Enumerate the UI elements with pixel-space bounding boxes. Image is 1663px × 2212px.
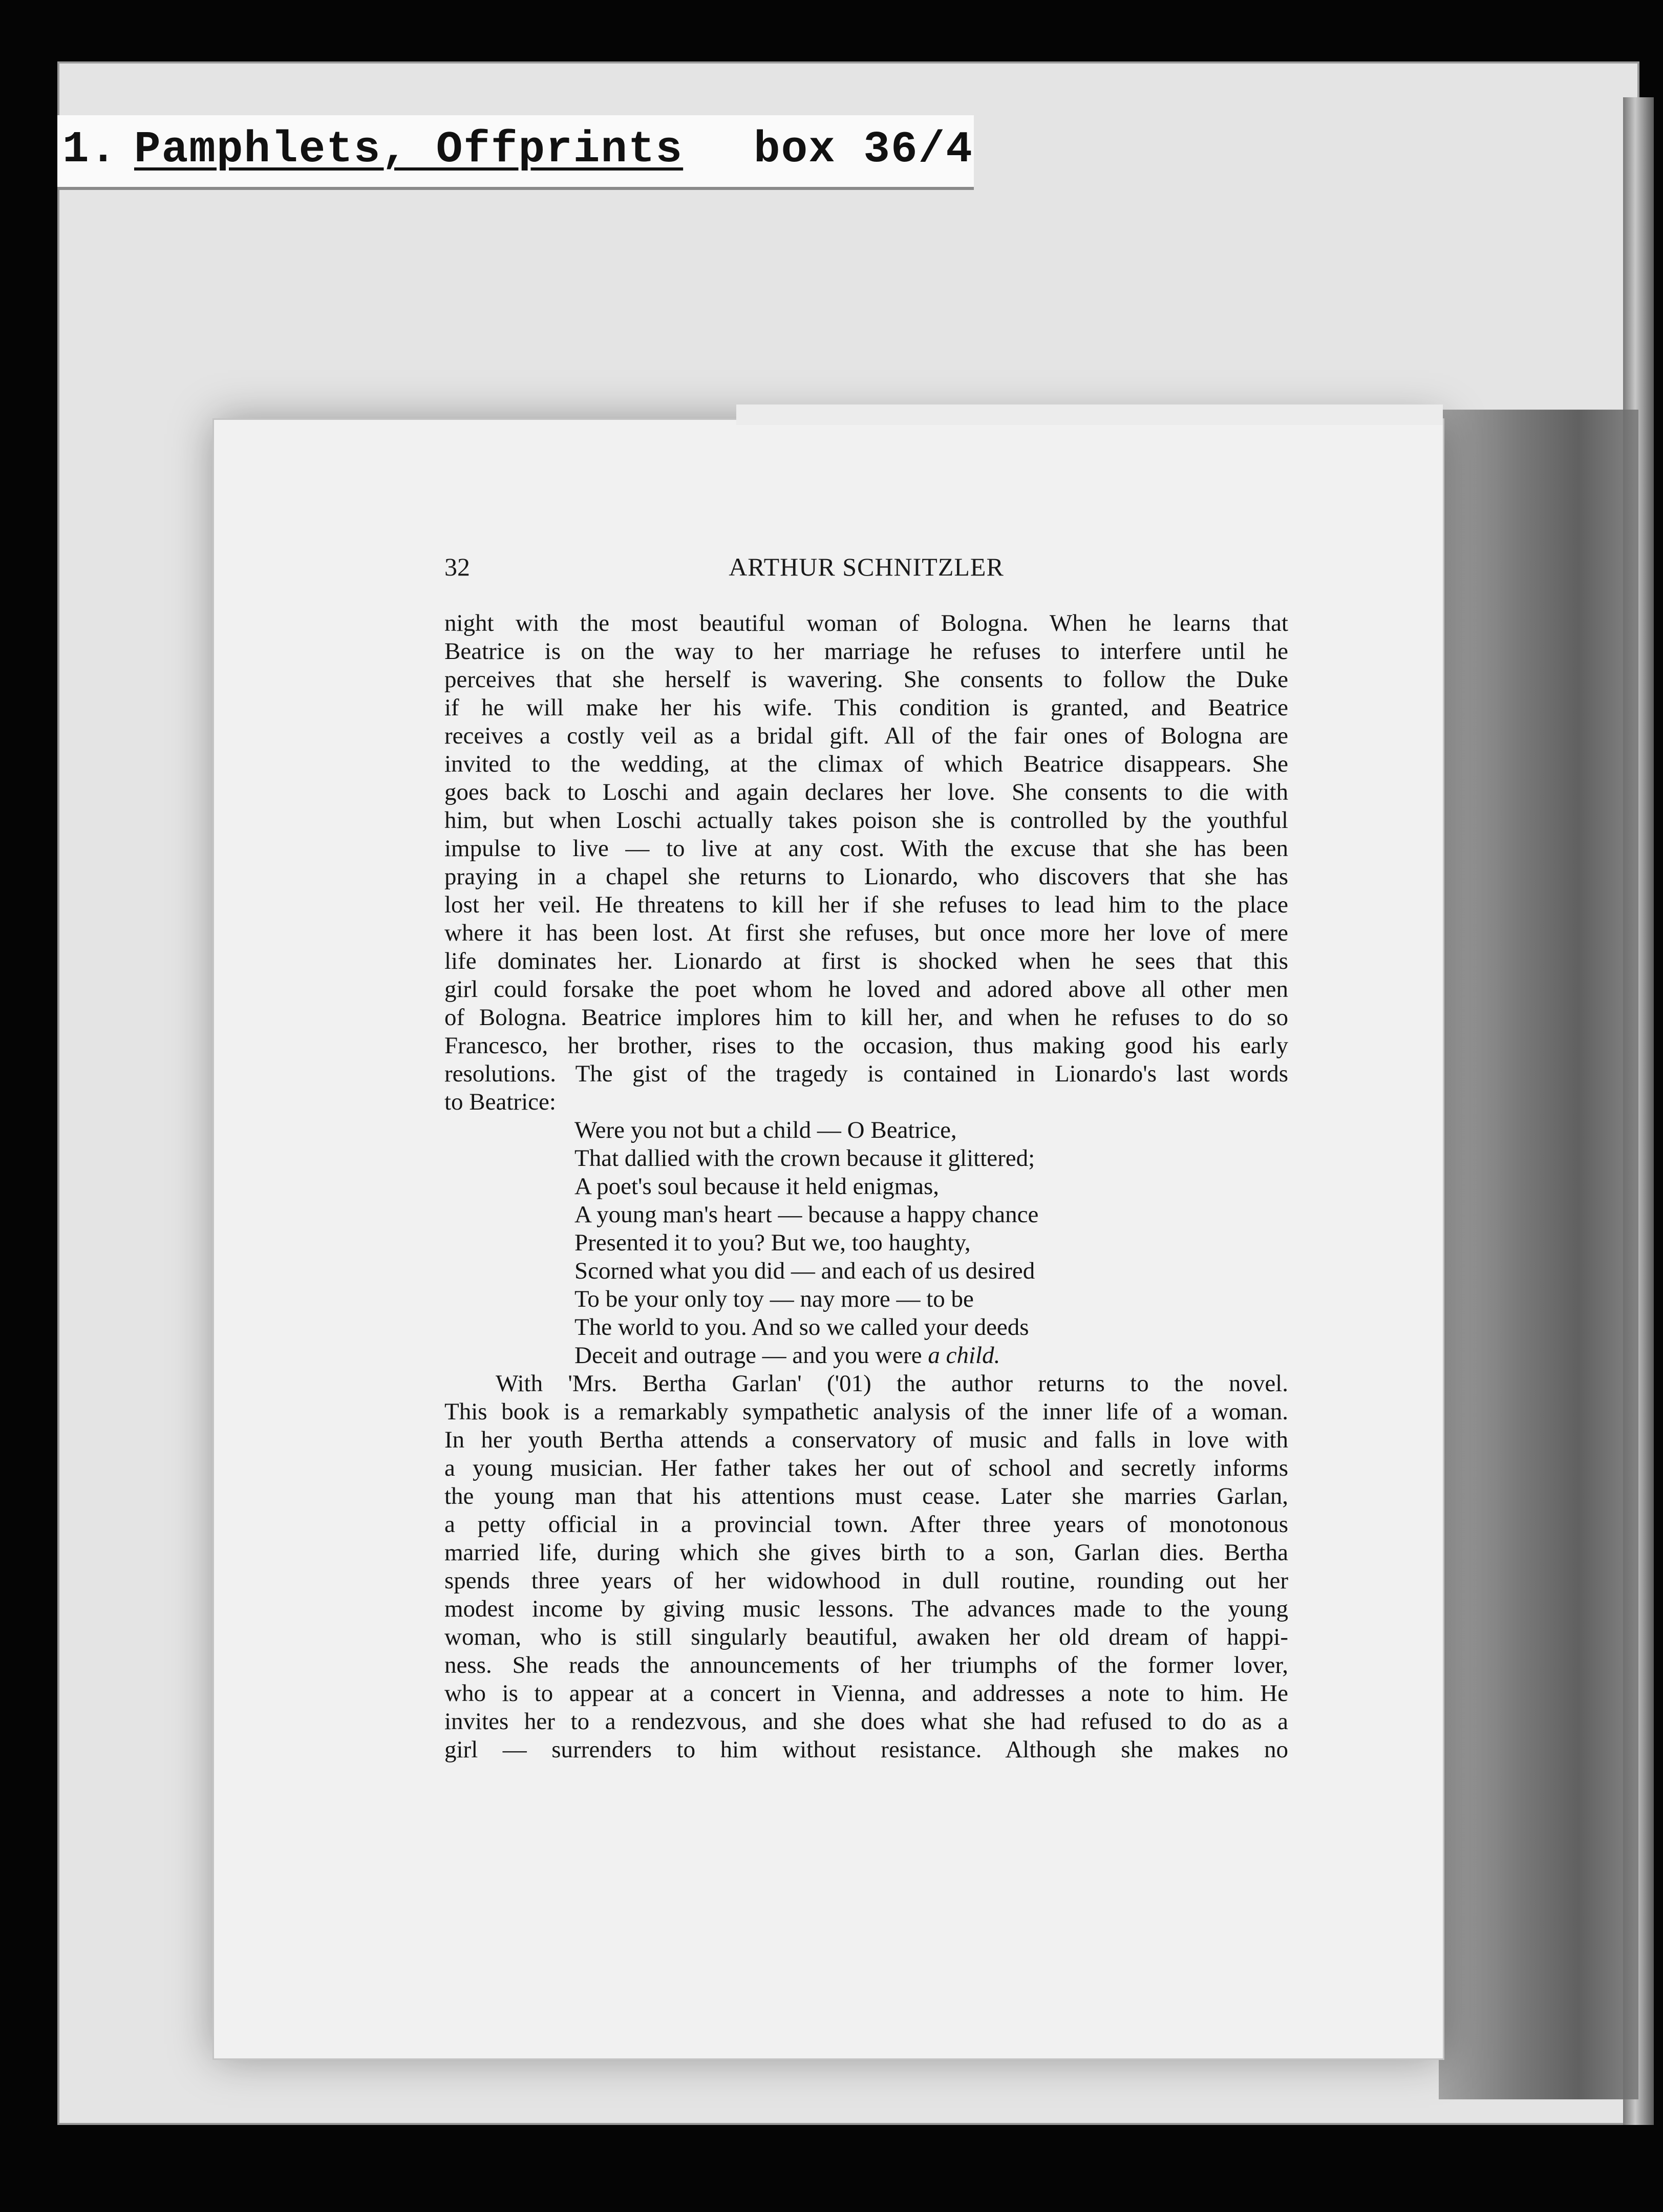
text-line: him, but when Loschi actually takes poison she is controlled by the youthful [444,807,1288,834]
paragraph-2 [444,1370,1288,1764]
text-line: to Beatrice: [444,1089,556,1115]
verse-line-final [444,1342,1288,1370]
text-line: Francesco, her brother, rises to the occasion, thus making good his early [444,1032,1288,1059]
text-line: ness. She reads the announcements of her triumphs of the former lover, [444,1652,1288,1678]
text-line: girl — surrenders to him without resistance. Although she makes no [444,1736,1288,1763]
text-line: In her youth Bertha attends a conservatory of music and falls in love with [444,1427,1288,1453]
verse-line: Presented it to you? But we, too haughty, [574,1229,971,1256]
text-line: girl could forsake the poet whom he loved and adored above all other men [444,976,1288,1003]
paragraph-1 [444,609,1288,1116]
verse-italic-phrase: a child. [928,1342,1000,1369]
text-line: night with the most beautiful woman of Bologna. When he learns that [444,610,1288,636]
page-number: 32 [444,552,470,581]
text-line: impulse to live — to live at any cost. With the excuse that she has been [444,835,1288,862]
label-number: 1. [62,124,118,175]
text-line: invites her to a rendezvous, and she does what she had refused to do as a [444,1708,1288,1735]
verse-text: Deceit and outrage — and you were [574,1342,928,1369]
running-head-author: ARTHUR SCHNITZLER [729,552,1004,581]
text-line: where it has been lost. At first she refuses, but once more her love of mere [444,920,1288,946]
text-line: of Bologna. Beatrice implores him to kill her, and when he refuses to do so [444,1004,1288,1031]
verse-line: A young man's heart — because a happy chance [574,1201,1039,1228]
text-line: This book is a remarkably sympathetic analysis of the inner life of a woman. [444,1398,1288,1425]
label-title: Pamphlets, Offprints [134,124,684,175]
verse-line: That dallied with the crown because it glittered; [574,1145,1035,1172]
text-line: a petty official in a provincial town. After three years of monotonous [444,1511,1288,1538]
text-line: the young man that his attentions must cease. Later she marries Garlan, [444,1483,1288,1509]
text-line: if he will make her his wife. This condition is granted, and Beatrice [444,694,1288,721]
text-line: spends three years of her widowhood in dull routine, rounding out her [444,1567,1288,1594]
text-line: goes back to Loschi and again declares her love. She consents to die with [444,779,1288,805]
archive-label [57,115,974,190]
running-header [444,552,1288,588]
text-line: modest income by giving music lessons. The advances made to the young [444,1596,1288,1622]
verse-quotation [444,1116,1288,1370]
text-line: woman, who is still singularly beautiful, awaken her old dream of happi- [444,1624,1288,1650]
verse-line: Were you not but a child — O Beatrice, [574,1117,957,1143]
verse-line: Scorned what you did — and each of us desired [574,1258,1035,1284]
text-line: who is to appear at a concert in Vienna, and addresses a note to him. He [444,1680,1288,1707]
text-line: invited to the wedding, at the climax of which Beatrice disappears. She [444,751,1288,777]
verse-line: A poet's soul because it held enigmas, [574,1173,940,1200]
text-line: life dominates her. Lionardo at first is shocked when he sees that this [444,948,1288,974]
text-line: married life, during which she gives birth to a son, Garlan dies. Bertha [444,1539,1288,1566]
verse-line: The world to you. And so we called your deeds [574,1314,1029,1341]
text-line: resolutions. The gist of the tragedy is contained in Lionardo's last words [444,1060,1288,1087]
text-line: lost her veil. He threatens to kill her if she refuses to lead him to the place [444,891,1288,918]
scan-shadow [1439,410,1638,2099]
text-line: With 'Mrs. Bertha Garlan' ('01) the author returns to the novel. [496,1370,1288,1397]
text-line: perceives that she herself is wavering. She consents to follow the Duke [444,666,1288,693]
verse-line: To be your only toy — nay more — to be [574,1286,974,1312]
text-line: a young musician. Her father takes her out of school and secretly informs [444,1455,1288,1481]
label-box-number: box 36/4 [754,124,973,175]
text-line: Beatrice is on the way to her marriage he refuses to interfere until he [444,638,1288,665]
body-text [444,609,1288,1764]
text-line: receives a costly veil as a bridal gift. All of the fair ones of Bologna are [444,722,1288,749]
text-line: praying in a chapel she returns to Lionardo, who discovers that she has [444,863,1288,890]
page-top-edge [736,405,1443,425]
